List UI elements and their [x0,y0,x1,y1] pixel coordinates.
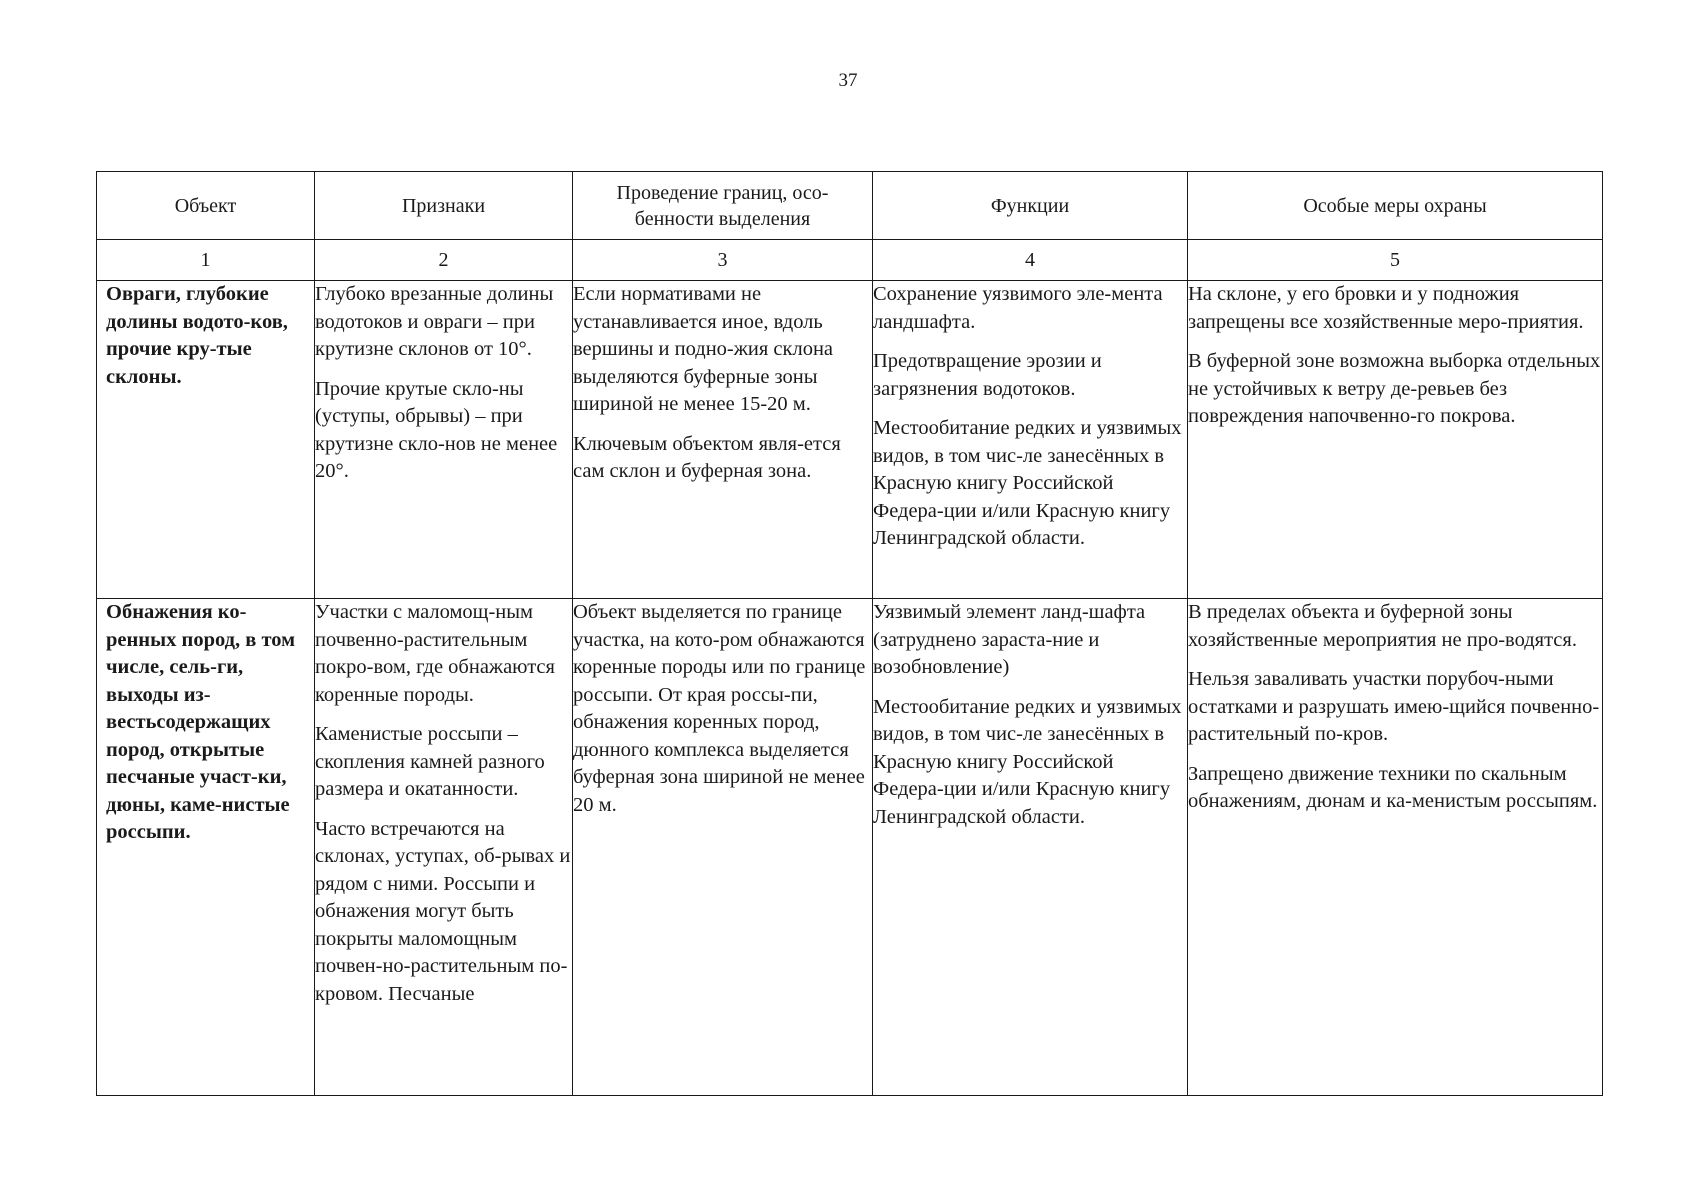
paragraph: Если нормативами не устанавливается иное, вдоль вершины и подно-жия склона выделяются буферные зоны шириной не менее 15-20 м. [573,283,834,415]
column-number: 1 [97,240,315,281]
column-number-row [97,240,1603,281]
column-number: 2 [315,240,573,281]
boundaries-cell [573,599,873,1096]
paragraph: Ключевым объектом явля-ется сам склон и буферная зона. [573,432,841,482]
page-number: 37 [838,70,858,91]
paragraph: Запрещено движение техники по скальным обнажениям, дюнам и ка-менистым россыпям. [1188,762,1598,812]
paragraph: Каменистые россыпи – скопления камней разного размера и окатанности. [315,723,545,800]
paragraph: Сохранение уязвимого эле-мента ландшафта. [873,283,1163,333]
measures-cell [1188,599,1603,1096]
signs-cell [315,599,573,1096]
column-number: 3 [573,240,873,281]
paragraph: Местообитание редких и уязвимых видов, в том чис-ле занесённых в Красную книгу Российской Федера-ции и/или Красную книгу Ленинградской области. [873,695,1182,828]
header-measures: Особые меры охраны [1188,172,1603,240]
paragraph: Уязвимый элемент ланд-шафта (затруднено зараста-ние и возобновление) [873,601,1146,678]
signs-cell [315,281,573,599]
object-cell [97,281,315,599]
column-number: 5 [1188,240,1603,281]
paragraph: Предотвращение эрозии и загрязнения водотоков. [873,350,1102,400]
protection-measures-table [96,171,1603,1096]
table-header-row [97,172,1603,240]
header-object: Объект [97,172,315,240]
measures-cell [1188,281,1603,599]
boundaries-cell [573,281,873,599]
paragraph: Прочие крутые скло-ны (уступы, обрывы) – при крутизне скло-нов не менее 20°. [315,377,558,482]
table-row [97,599,1603,1096]
paragraph: Часто встречаются на склонах, уступах, об-рывах и рядом с ними. Россыпи и обнажения могут быть покрыты маломощным почвен-но-растительным по-кровом. Песчаные [315,817,571,1005]
paragraph: Объект выделяется по границе участка, на кото-ром обнажаются коренные породы или по границе россыпи. От края россы-пи, обнажения коренных пород, дюнного комплекса выделяется буферная зона шириной не менее 20 м. [573,601,866,816]
paragraph: В пределах объекта и буферной зоны хозяйственные мероприятия не про-водятся. [1188,601,1577,651]
paragraph: Участки с маломощ-ным почвенно-растительным покро-вом, где обнажаются коренные породы. [315,601,555,706]
header-signs: Признаки [315,172,573,240]
functions-cell [873,281,1188,599]
paragraph: Нельзя заваливать участки порубоч-ными остатками и разрушать имею-щийся почвенно-растительный по-кров. [1188,668,1600,745]
paragraph: Местообитание редких и уязвимых видов, в том чис-ле занесённых в Красную книгу Российской Федера-ции и/или Красную книгу Ленинградской области. [873,417,1182,549]
header-boundaries: Проведение границ, осо-бенности выделения [573,172,873,240]
object-name: Обнажения ко-ренных пород, в том числе, сель-ги, выходы из-вестьсодержащих пород, открытые песчаные участ-ки, дюны, каме-нистые россыпи. [106,601,296,843]
table-row [97,281,1603,599]
paragraph: В буферной зоне возможна выборка отдельных не устойчивых к ветру де-ревьев без повреждения напочвенно-го покрова. [1188,350,1601,427]
object-cell [97,599,315,1096]
column-number: 4 [873,240,1188,281]
object-name: Овраги, глубокие долины водото-ков, прочие кру-тые склоны. [106,283,288,388]
paragraph: Глубоко врезанные долины водотоков и овраги – при крутизне склонов от 10°. [315,283,554,360]
paragraph: На склоне, у его бровки и у подножия запрещены все хозяйственные меро-приятия. [1188,283,1584,333]
header-functions: Функции [873,172,1188,240]
functions-cell [873,599,1188,1096]
